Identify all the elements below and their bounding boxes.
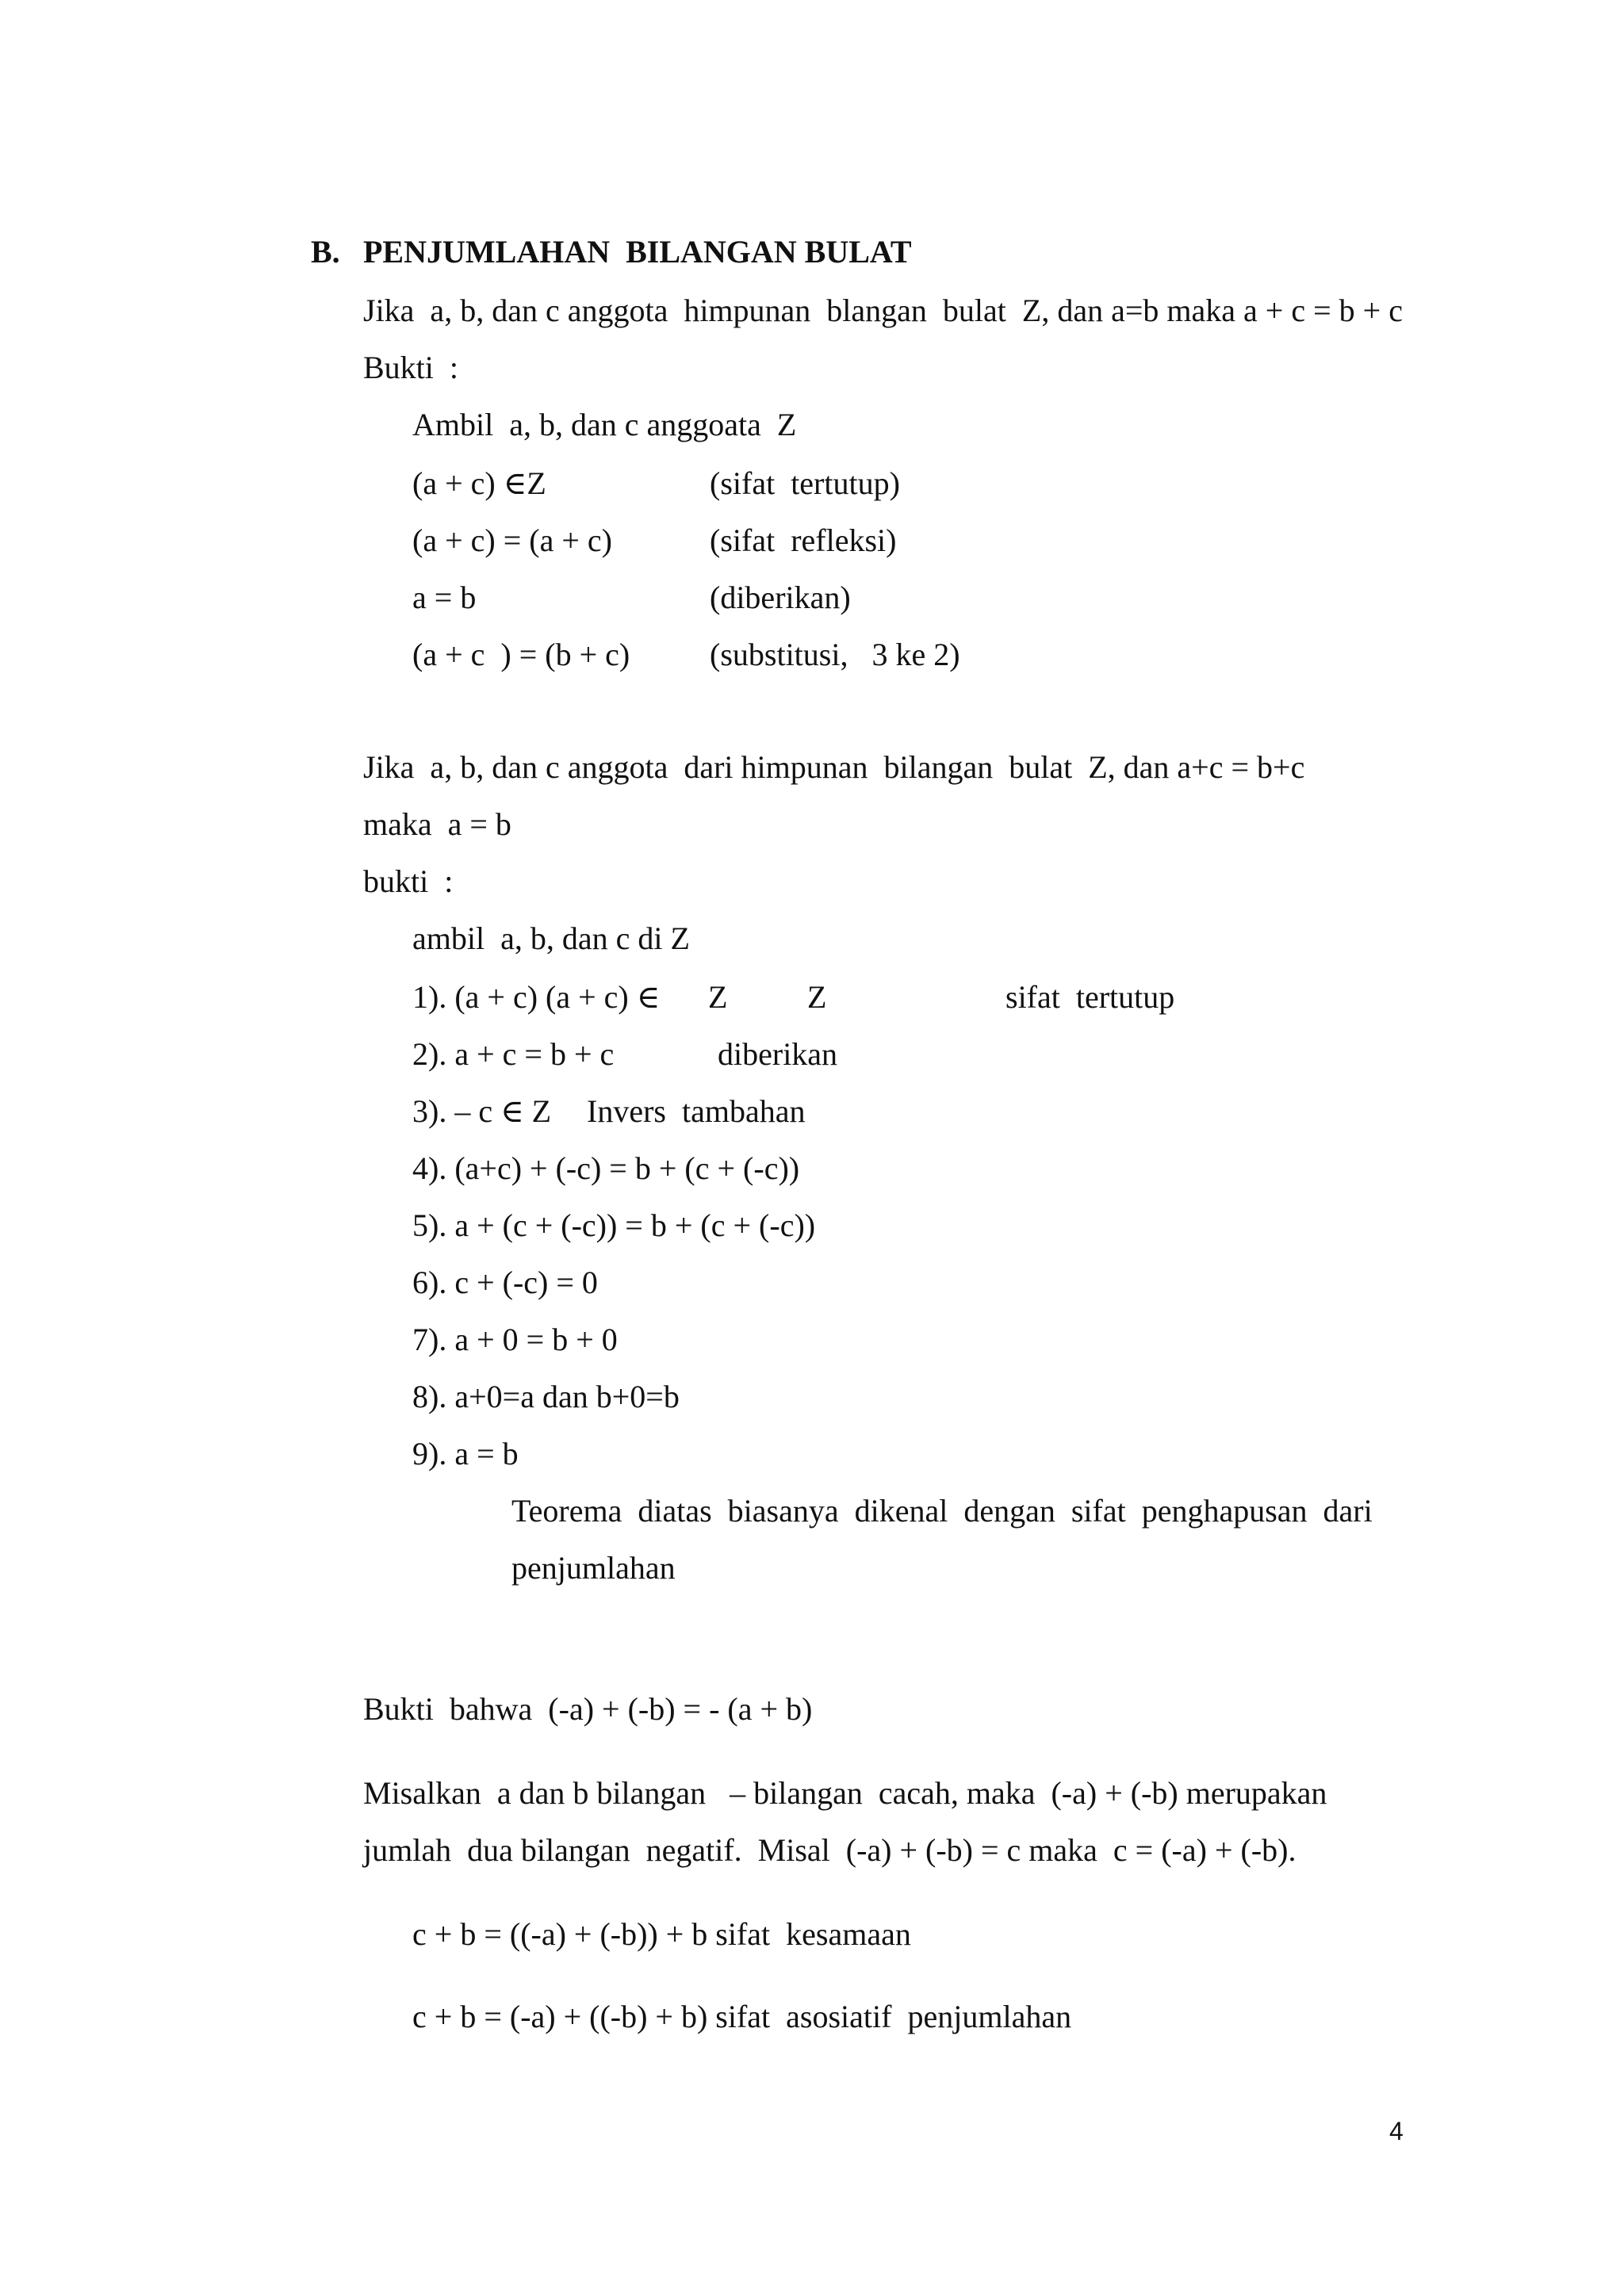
theorem1-step-expr: (a + c ) = (b + c) bbox=[412, 637, 630, 672]
theorem1-statement: Jika a, b, dan c anggota himpunan blangan bulat Z, dan a=b maka a + c = b + c bbox=[363, 293, 1403, 328]
theorem2-note-line2: penjumlahan bbox=[511, 1550, 676, 1586]
page-number: 4 bbox=[1389, 2117, 1404, 2145]
theorem2-step4: 4). (a+c) + (-c) = b + (c + (-c)) bbox=[412, 1150, 800, 1186]
theorem2-step2-expr: 2). a + c = b + c bbox=[412, 1036, 615, 1072]
theorem1-proof-label: Bukti : bbox=[363, 350, 459, 385]
theorem1-step-reason: (diberikan) bbox=[710, 580, 851, 615]
theorem2-step1-expr: 1). (a + c) (a + c) ∈ bbox=[412, 979, 661, 1015]
theorem1-step-expr: (a + c) = (a + c) bbox=[412, 522, 612, 558]
theorem1-step-reason: (substitusi, 3 ke 2) bbox=[710, 637, 960, 672]
section-title: PENJUMLAHAN BILANGAN BULAT bbox=[363, 234, 912, 270]
proof3-equation2: c + b = (-a) + ((-b) + b) sifat asosiatif penjumlahan bbox=[412, 1999, 1072, 2034]
theorem2-step1-z2: Z bbox=[807, 979, 827, 1015]
section-letter: B. bbox=[311, 234, 340, 270]
theorem2-step8: 8). a+0=a dan b+0=b bbox=[412, 1379, 680, 1414]
proof3-equation1: c + b = ((-a) + (-b)) + b sifat kesamaan bbox=[412, 1916, 911, 1952]
theorem2-note-line1: Teorema diatas biasanya dikenal dengan sifat penghapusan dari bbox=[511, 1493, 1373, 1529]
theorem1-step-reason: (sifat refleksi) bbox=[710, 522, 897, 558]
theorem2-step6: 6). c + (-c) = 0 bbox=[412, 1265, 598, 1300]
proof3-paragraph-line2: jumlah dua bilangan negatif. Misal (-a) + (-b) = c maka c = (-a) + (-b). bbox=[363, 1832, 1297, 1868]
theorem1-step-reason: (sifat tertutup) bbox=[710, 465, 900, 501]
theorem1-step-expr: a = b bbox=[412, 580, 477, 615]
theorem2-step1-z1: Z bbox=[708, 979, 728, 1015]
theorem2-step3-expr: 3). – c ∈ Z bbox=[412, 1093, 552, 1129]
theorem2-proof-label: bukti : bbox=[363, 863, 454, 899]
theorem1-step-expr: (a + c) ∈Z bbox=[412, 465, 546, 501]
theorem2-statement-line2: maka a = b bbox=[363, 806, 511, 842]
theorem2-statement-line1: Jika a, b, dan c anggota dari himpunan bilangan bulat Z, dan a+c = b+c bbox=[363, 749, 1305, 785]
theorem2-step3-reason: Invers tambahan bbox=[587, 1093, 806, 1129]
theorem2-take: ambil a, b, dan c di Z bbox=[412, 920, 690, 956]
theorem2-step2-reason: diberikan bbox=[718, 1036, 838, 1072]
theorem2-step1-reason: sifat tertutup bbox=[1005, 979, 1175, 1015]
theorem2-step7: 7). a + 0 = b + 0 bbox=[412, 1322, 618, 1357]
theorem2-step5: 5). a + (c + (-c)) = b + (c + (-c)) bbox=[412, 1207, 816, 1243]
proof3-paragraph-line1: Misalkan a dan b bilangan – bilangan cacah, maka (-a) + (-b) merupakan bbox=[363, 1775, 1327, 1811]
proof3-title: Bukti bahwa (-a) + (-b) = - (a + b) bbox=[363, 1691, 813, 1727]
theorem2-step9: 9). a = b bbox=[412, 1436, 519, 1471]
theorem1-take: Ambil a, b, dan c anggoata Z bbox=[412, 407, 797, 442]
